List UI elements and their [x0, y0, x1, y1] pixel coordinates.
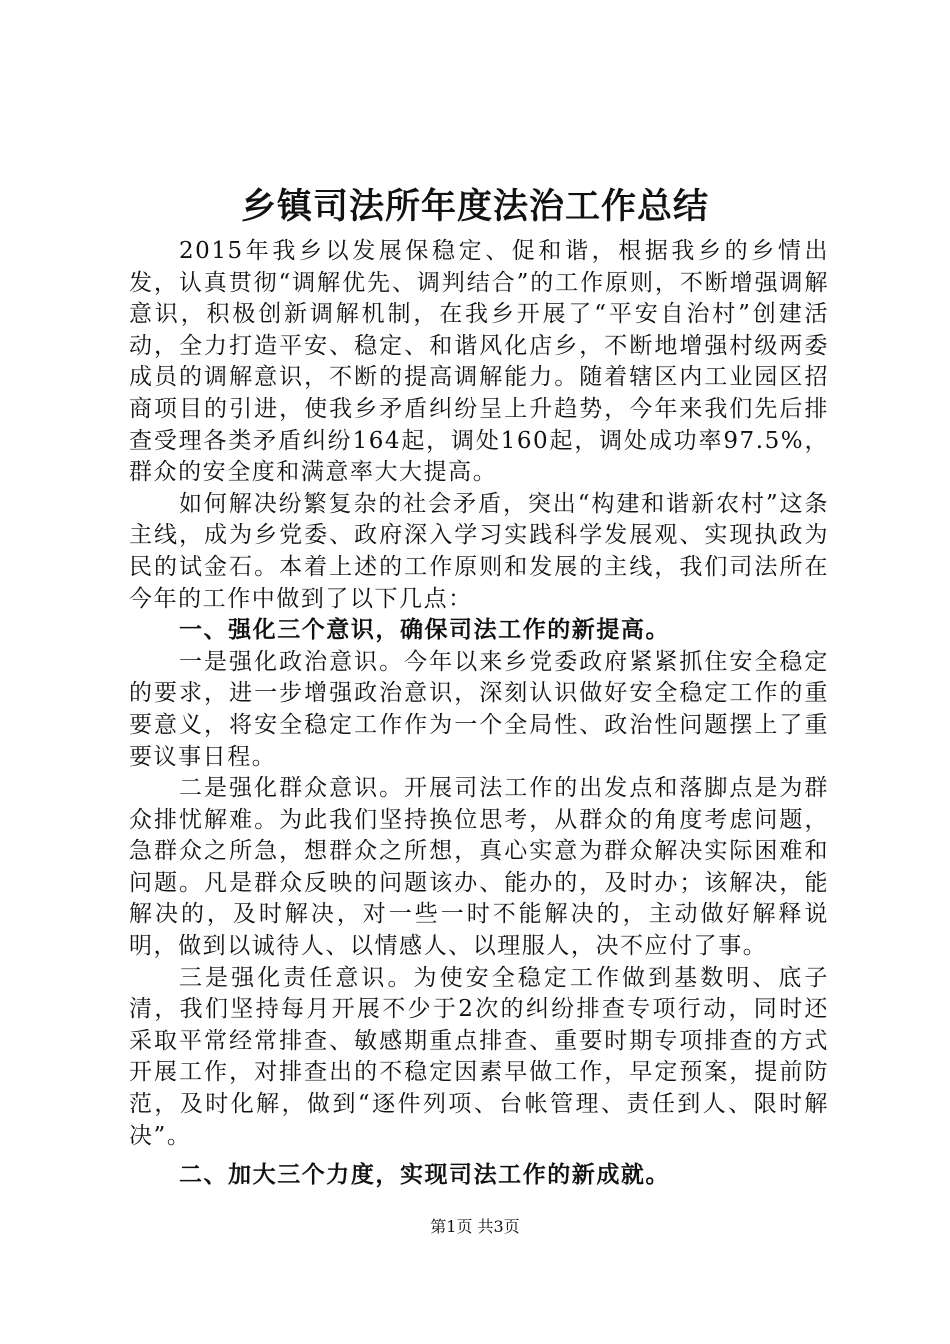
section-1-paragraph-1: 一是强化政治意识。今年以来乡党委政府紧紧抓住安全稳定的要求，进一步增强政治意识，深刻认识做好安全稳定工作的重要意义，将安全稳定工作作为一个全局性、政治性问题摆上了重要议事日程。: [129, 648, 829, 770]
section-2-heading: 二、加大三个力度，实现司法工作的新成就。: [179, 1162, 670, 1189]
document-title: 乡镇司法所年度法治工作总结: [240, 187, 709, 227]
intro-paragraph-1: 2015年我乡以发展保稳定、促和谐，根据我乡的乡情出发，认真贯彻“调解优先、调判结合”的工作原则，不断增强调解意识，积极创新调解机制，在我乡开展了“平安自治村”创建活动，全力打造平安、稳定、和谐风化店乡，不断地增强村级两委成员的调解意识，不断的提高调解能力。随着辖区内工业园区招商项目的引进，使我乡矛盾纠纷呈上升趋势，今年来我们先后排查受理各类矛盾纠纷164起，调处160起，调处成功率97.5%，群众的安全度和满意率大大提高。: [129, 238, 829, 486]
section-1-paragraph-2: 二是强化群众意识。开展司法工作的出发点和落脚点是为群众排忧解难。为此我们坚持换位思考，从群众的角度考虑问题，急群众之所急，想群众之所想，真心实意为群众解决实际困难和问题。凡是群众反映的问题该办、能办的，及时办；该解决，能解决的，及时解决，对一些一时不能解决的，主动做好解释说明，做到以诚待人、以情感人、以理服人，决不应付了事。: [129, 775, 829, 960]
page-number-footer: 第1页 共3页: [430, 1217, 520, 1236]
section-1-heading: 一、强化三个意识，确保司法工作的新提高。: [179, 617, 670, 644]
intro-paragraph-2: 如何解决纷繁复杂的社会矛盾，突出“构建和谐新农村”这条主线，成为乡党委、政府深入学习实践科学发展观、实现执政为民的试金石。本着上述的工作原则和发展的主线，我们司法所在今年的工作中做到了以下几点：: [129, 490, 829, 612]
document-body: [129, 236, 829, 1192]
section-1-paragraph-3: 三是强化责任意识。为使安全稳定工作做到基数明、底子清，我们坚持每月开展不少于2次的纠纷排查专项行动，同时还采取平常经常排查、敏感期重点排查、重要时期专项排查的方式开展工作，对排查出的不稳定因素早做工作，早定预案，提前防范，及时化解，做到“逐件列项、台帐管理、责任到人、限时解决”。: [129, 964, 829, 1149]
